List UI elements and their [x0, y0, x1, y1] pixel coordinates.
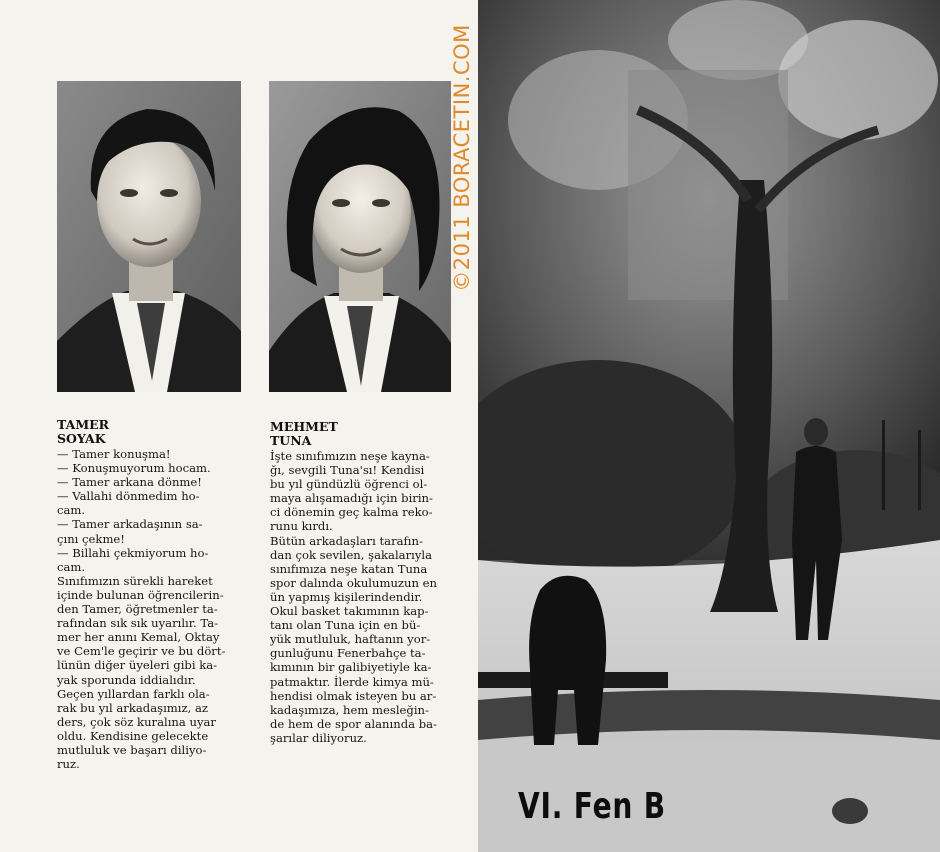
bio-line: yak sporunda iddialıdır.: [57, 672, 196, 687]
bio-line: — Billahi çekmiyorum ho-: [57, 545, 209, 560]
bio-line: içinde bulunan öğrencilerin-: [57, 587, 224, 602]
bio-line: mer her anını Kemal, Oktay: [57, 630, 220, 645]
student-name-mehmet: [270, 420, 338, 448]
bio-line: sınıfımıza neşe katan Tuna: [270, 561, 428, 576]
bio-line: ğı, sevgili Tuna'sı! Kendisi: [270, 463, 425, 478]
bio-line: den Tamer, öğretmenler ta-: [57, 602, 218, 617]
bio-line: tanı olan Tuna için en bü-: [270, 618, 421, 633]
last-name: SOYAK: [57, 431, 106, 446]
bio-line: lünün diğer üyeleri gibi ka-: [57, 658, 218, 673]
first-name: TAMER: [57, 417, 110, 432]
bio-line: dan çok sevilen, şakalarıyla: [270, 547, 432, 562]
bio-line: ün yapmış kişilerindendir.: [270, 589, 423, 604]
bio-line: oldu. Kendisine gelecekte: [57, 728, 209, 743]
bio-line: hendisi olmak isteyen bu ar-: [270, 688, 437, 703]
bio-line: patmaktır. İlerde kimya mü-: [270, 674, 434, 689]
bio-line: — Vallahi dönmedim ho-: [57, 489, 200, 504]
bio-line: Bütün arkadaşları tarafın-: [270, 533, 423, 548]
bio-line: cam.: [57, 559, 86, 574]
bio-line: rak bu yıl arkadaşımız, az: [57, 700, 208, 715]
bio-line: kadaşımıza, hem mesleğin-: [270, 702, 429, 717]
portrait-tamer-soyak: [57, 81, 241, 392]
bio-line: kımının bir galibiyetiyle ka-: [270, 660, 432, 675]
student-bio-mehmet: [270, 449, 465, 745]
bio-line: — Tamer arkana dönme!: [57, 475, 202, 490]
bio-line: gunluğunu Fenerbahçe ta-: [270, 646, 426, 661]
bio-line: ders, çok söz kuralına uyar: [57, 714, 216, 729]
bio-line: runu kırdı.: [270, 519, 333, 534]
bio-line: çını çekme!: [57, 531, 125, 546]
bio-line: — Konuşmuyorum hocam.: [57, 461, 211, 476]
copyright-watermark: [446, 2, 478, 314]
bio-line: maya alışamadığı için birin-: [270, 491, 433, 506]
bio-line: Geçen yıllardan farklı ola-: [57, 686, 210, 701]
bio-line: — Tamer konuşma!: [57, 447, 171, 461]
last-name: TUNA: [270, 433, 312, 448]
bio-line: spor dalında okulumuzun en: [270, 575, 437, 590]
bio-line: rafından sık sık uyarılır. Ta-: [57, 616, 219, 631]
bio-line: cam.: [57, 503, 86, 518]
bio-line: İşte sınıfımızın neşe kayna-: [270, 449, 430, 463]
bio-line: şarılar diliyoruz.: [270, 730, 367, 745]
student-bio-tamer: [57, 447, 247, 771]
class-label: VI. Fen B: [518, 786, 666, 827]
bio-line: Okul basket takımının kap-: [270, 604, 429, 619]
schoolyard-photo: [478, 0, 940, 852]
bio-line: ve Cem'le geçirir ve bu dört-: [57, 644, 226, 659]
student-name-tamer: [57, 418, 109, 446]
first-name: MEHMET: [270, 419, 338, 434]
bio-line: de hem de spor alanında ba-: [270, 716, 437, 731]
bio-line: — Tamer arkadaşının sa-: [57, 517, 203, 532]
bio-line: ruz.: [57, 757, 80, 772]
bio-line: Sınıfımızın sürekli hareket: [57, 573, 213, 588]
bio-line: mutluluk ve başarı diliyo-: [57, 742, 207, 757]
bio-line: ci dönemin geç kalma reko-: [270, 505, 433, 520]
bio-line: bu yıl gündüzlü öğrenci ol-: [270, 477, 428, 492]
bio-line: yük mutluluk, haftanın yor-: [270, 632, 431, 647]
watermark-text: ©2011 BORACETIN.COM: [450, 24, 474, 292]
portrait-mehmet-tuna: [269, 81, 451, 392]
